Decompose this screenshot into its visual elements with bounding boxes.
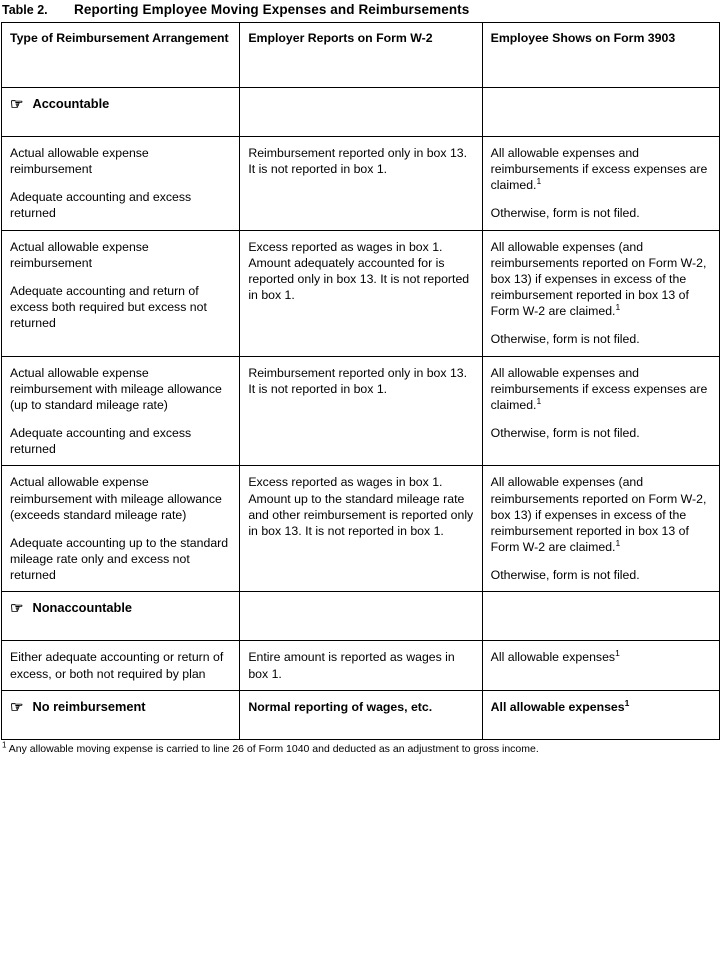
cell-employee-3903 [482,230,719,356]
table-row [2,230,720,356]
pointing-hand-icon: ☞ [10,96,24,113]
cell-arrangement [2,230,240,356]
footnote-ref: 1 [615,302,621,313]
cell-employer-w2 [240,641,482,690]
employee-text-1: All allowable expenses and reimbursements if excess expenses are claimed. [490,365,708,412]
cell-employer-w2 [240,356,482,466]
column-header-employer-w2: Employer Reports on Form W-2 [240,23,482,88]
employer-text-1: Excess reported as wages in box 1. Amount up to the standard mileage rate and other reimbursement is reported only in box 13. It is not reported in box 1. [248,475,474,538]
section-label-no-reimbursement: No reimbursement [32,698,146,714]
employee-text-1: All allowable expenses [490,650,616,665]
arrangement-text-1: Actual allowable expense reimbursement with mileage allowance (up to standard mileage rate) [10,365,222,412]
cell-employee-3903 [482,137,719,231]
cell-arrangement [2,466,240,592]
employer-text-1: Normal reporting of wages, etc. [248,699,433,714]
column-header-arrangement: Type of Reimbursement Arrangement [2,23,240,88]
footnote-ref: 1 [615,538,621,549]
cell-arrangement [2,137,240,231]
employee-text-2: Otherwise, form is not filed. [490,568,640,583]
employee-text-2: Otherwise, form is not filed. [490,425,640,440]
footnote-ref: 1 [536,395,542,406]
table-caption-label: Table 2. [2,3,48,17]
arrangement-text-2: Adequate accounting up to the standard mileage rate only and excess not returned [10,535,229,583]
arrangement-text-1: Actual allowable expense reimbursement [10,239,149,270]
arrangement-text-2: Adequate accounting and excess returned [10,425,192,457]
section-row-no-reimbursement [2,690,720,739]
cell-employee-3903 [482,466,719,592]
arrangement-text-1: Actual allowable expense reimbursement with mileage allowance (exceeds standard mileage rate) [10,475,222,522]
section-cell-nonaccountable [2,592,240,641]
section-cell-accountable [2,88,240,137]
cell-employer-w2 [240,466,482,592]
table-caption-title: Reporting Employee Moving Expenses and Reimbursements [74,2,470,17]
reimbursement-table [1,22,720,740]
cell-employee-3903 [482,356,719,466]
table-header-row [2,23,720,88]
footnote-ref: 1 [615,648,620,659]
cell-employer-w2 [240,230,482,356]
cell-employer-w2 [240,137,482,231]
cell-arrangement [2,641,240,690]
employee-text-1: All allowable expenses [490,699,625,714]
pointing-hand-icon: ☞ [10,698,24,716]
employer-text-1: Reimbursement reported only in box 13. It is not reported in box 1. [248,365,468,396]
table-footnote [0,740,721,757]
arrangement-text-1: Either adequate accounting or return of excess, or both not required by plan [10,650,224,681]
pointing-hand-icon: ☞ [10,600,24,618]
table-caption [0,0,721,22]
arrangement-text-2: Adequate accounting and excess returned [10,190,192,221]
employer-text-1: Reimbursement reported only in box 13. It is not reported in box 1. [248,146,468,177]
footnote-text: Any allowable moving expense is carried to line 26 of Form 1040 and deducted as an adjustment to gross income. [6,742,539,755]
section-label-nonaccountable: Nonaccountable [32,600,132,616]
employer-text-1: Excess reported as wages in box 1. Amount adequately accounted for is reported only in box 13. It is not reported in box 1. [248,239,470,303]
arrangement-text-2: Adequate accounting and return of excess both required but excess not returned [10,283,207,331]
cell-employee-3903 [482,641,719,690]
cell-employee-3903 [482,690,719,739]
section-cell-accountable-col3 [482,88,719,137]
table-row [2,137,720,231]
employer-text-1: Entire amount is reported as wages in box 1. [248,650,455,681]
table-row [2,356,720,466]
employee-text-1: All allowable expenses and reimbursements if excess expenses are claimed. [490,146,708,193]
employee-text-1: All allowable expenses (and reimbursements reported on Form W-2, box 13) if expenses in excess of the reimbursement reported in box 13 of Form W-2 are claimed. [490,239,707,319]
arrangement-text-1: Actual allowable expense reimbursement [10,146,149,177]
table-row [2,466,720,592]
footnote-ref: 1 [624,697,630,708]
employee-text-2: Otherwise, form is not filed. [490,332,640,347]
section-cell-no-reimbursement [2,690,240,739]
section-cell-nonaccountable-col2 [240,592,482,641]
cell-arrangement [2,356,240,466]
column-header-employee-3903: Employee Shows on Form 3903 [482,23,719,88]
footnote-ref: 1 [536,176,542,187]
section-label-accountable: Accountable [32,96,110,111]
section-row-nonaccountable [2,592,720,641]
employee-text-1: All allowable expenses (and reimbursements reported on Form W-2, box 13) if expenses in excess of the reimbursement reported in box 13 of Form W-2 are claimed. [490,475,707,555]
section-cell-nonaccountable-col3 [482,592,719,641]
footnote-marker: 1 [2,740,7,750]
section-cell-accountable-col2 [240,88,482,137]
section-row-accountable [2,88,720,137]
employee-text-2: Otherwise, form is not filed. [490,206,640,221]
table-row [2,641,720,690]
cell-employer-w2 [240,690,482,739]
